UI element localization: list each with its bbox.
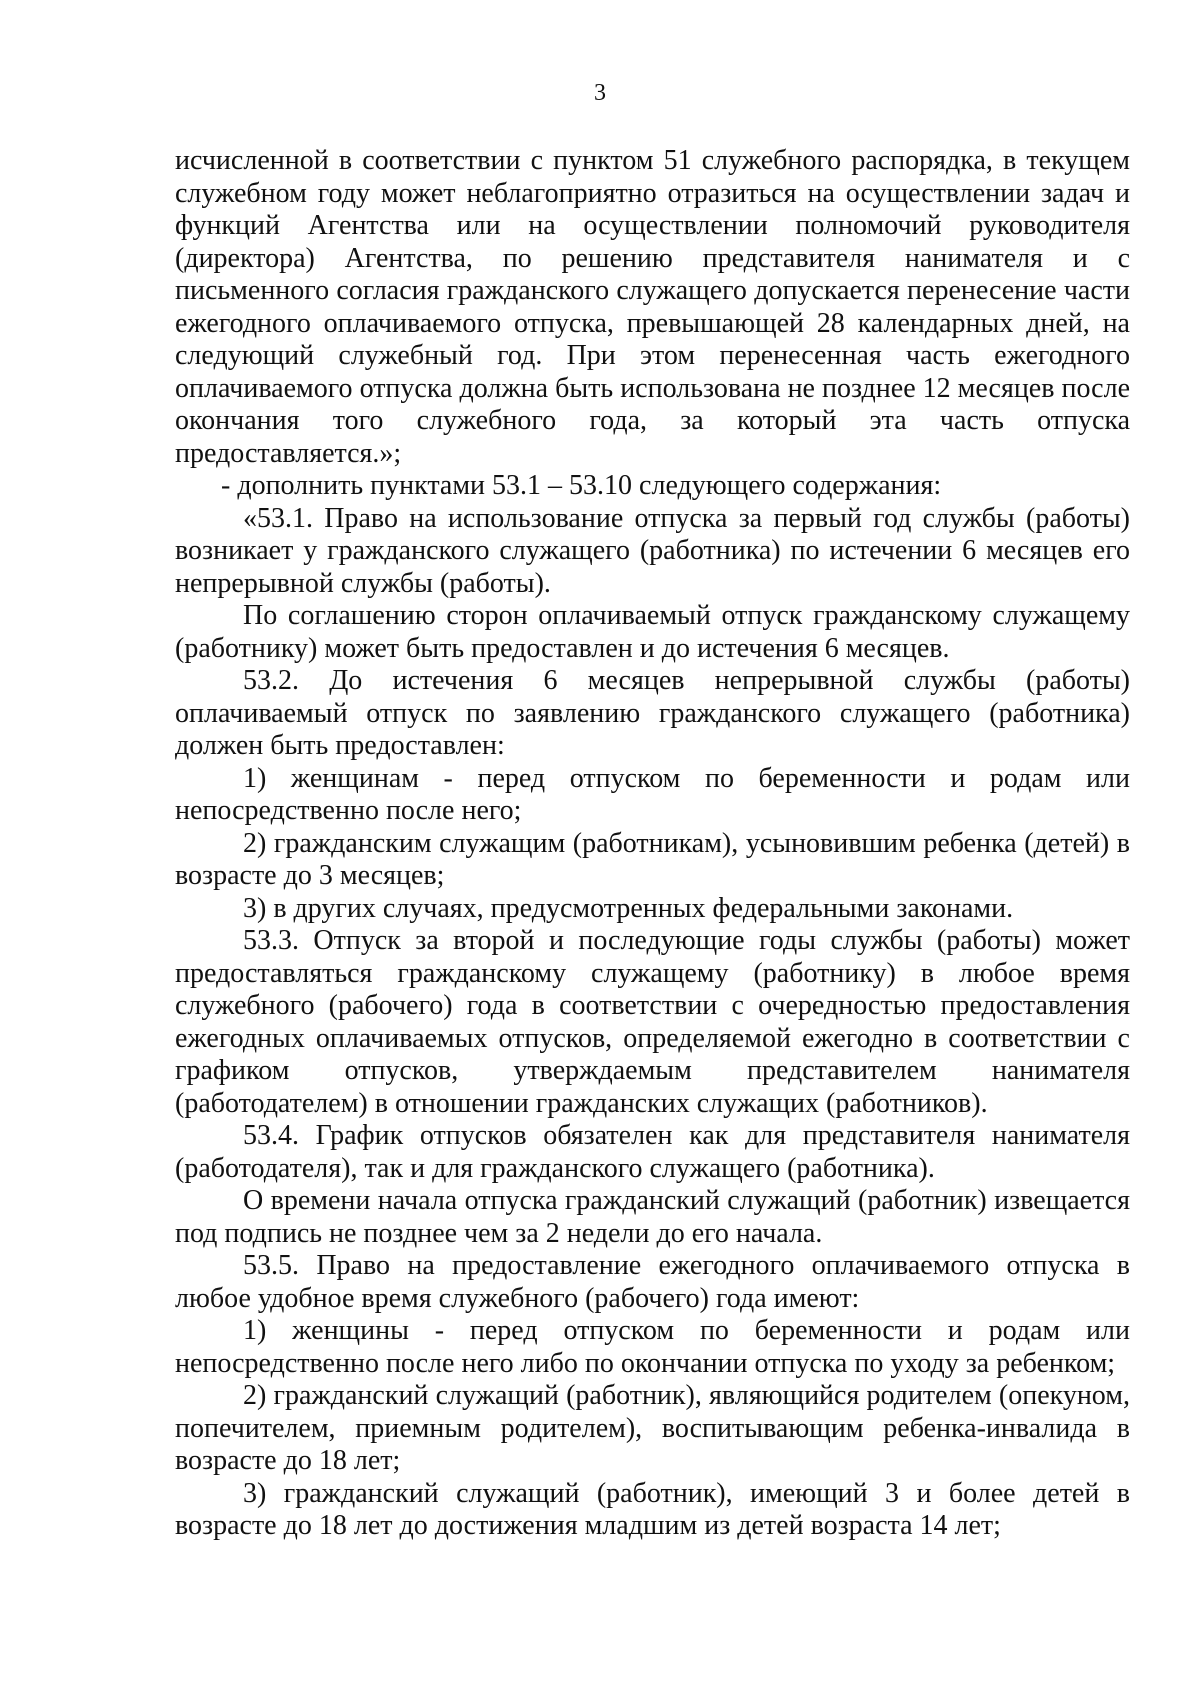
paragraph-53-5: 53.5. Право на предоставление ежегодного оплачиваемого отпуска в любое удобное время служебного (рабочего) года имеют:: [175, 1250, 1130, 1314]
list-item-guardian-disabled-child: 2) гражданский служащий (работник), являющийся родителем (опекуном, попечителем, приемным родителем), воспитывающим ребенка-инвалида в возрасте до 18 лет;: [175, 1380, 1130, 1476]
list-item-women-any-time: 1) женщины - перед отпуском по беременности и родам или непосредственно после него либо по окончании отпуска по уходу за ребенком;: [175, 1315, 1130, 1379]
paragraph-agreement: По соглашению сторон оплачиваемый отпуск гражданскому служащему (работнику) может быть предоставлен и до истечения 6 месяцев.: [175, 600, 1130, 664]
paragraph-53-3: 53.3. Отпуск за второй и последующие годы службы (работы) может предоставляться гражданскому служащему (работнику) в любое время служебного (рабочего) года в соответствии с очередностью предоставления ежегодных оплачиваемых отпусков, определяемой ежегодно в соответствии с графиком отпусков, утверждаемым представителем нанимателя (работодателем) в отношении гражданских служащих (работников).: [175, 925, 1130, 1119]
paragraph-53-4: 53.4. График отпусков обязателен как для представителя нанимателя (работодателя), так и для гражданского служащего (работника).: [175, 1120, 1130, 1184]
paragraph-53-2: 53.2. До истечения 6 месяцев непрерывной службы (работы) оплачиваемый отпуск по заявлению гражданского служащего (работника) должен быть предоставлен:: [175, 665, 1130, 761]
paragraph-continuation: исчисленной в соответствии с пунктом 51 служебного распорядка, в текущем служебном году может неблагоприятно отразиться на осуществлении задач и функций Агентства или на осуществлении полномочий руководителя (директора) Агентства, по решению представителя нанимателя и с письменного согласия гражданского служащего допускается перенесение части ежегодного оплачиваемого отпуска, превышающей 28 календарных дней, на следующий служебный год. При этом перенесенная часть ежегодного оплачиваемого отпуска должна быть использована не позднее 12 месяцев после окончания того служебного года, за который эта часть отпуска предоставляется.»;: [175, 145, 1130, 469]
list-item-adoption: 2) гражданским служащим (работникам), усыновившим ребенка (детей) в возрасте до 3 месяцев;: [175, 827, 1130, 891]
list-item-three-children: 3) гражданский служащий (работник), имеющий 3 и более детей в возрасте до 18 лет до достижения младшим из детей возраста 14 лет;: [175, 1477, 1130, 1541]
page-number: 3: [594, 80, 606, 106]
paragraph-53-1: «53.1. Право на использование отпуска за первый год службы (работы) возникает у гражданского служащего (работника) по истечении 6 месяцев его непрерывной службы (работы).: [175, 502, 1130, 599]
paragraph-amendment-intro: - дополнить пунктами 53.1 – 53.10 следующего содержания:: [221, 470, 942, 501]
paragraph-notification: О времени начала отпуска гражданский служащий (работник) извещается под подпись не позднее чем за 2 недели до его начала.: [175, 1185, 1130, 1249]
list-item-other-cases: 3) в других случаях, предусмотренных федеральными законами.: [243, 892, 1014, 924]
document-body: [175, 145, 1130, 1543]
list-item-women: 1) женщинам - перед отпуском по беременности и родам или непосредственно после него;: [175, 762, 1130, 826]
